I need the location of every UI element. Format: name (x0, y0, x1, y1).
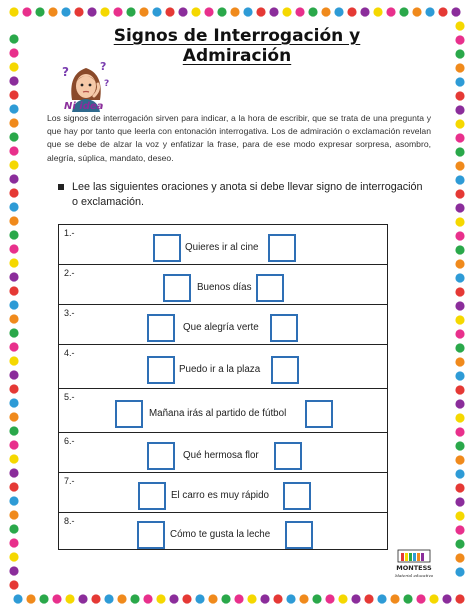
border-dot (9, 398, 18, 407)
sentence-text: Quieres ir al cine (185, 242, 259, 253)
border-dot (321, 7, 330, 16)
border-dot (165, 7, 174, 16)
border-dot (9, 566, 18, 575)
row-number: 3.- (64, 308, 75, 318)
border-dot (403, 594, 412, 603)
border-dot (455, 175, 464, 184)
sentence-text: Mañana irás al partido de fútbol (149, 408, 287, 419)
border-dot (425, 7, 434, 16)
table-row (59, 513, 387, 551)
border-dot (65, 594, 74, 603)
border-dot (351, 594, 360, 603)
logo-text: MONTESS (396, 564, 432, 572)
border-dot (269, 7, 278, 16)
border-dot (308, 7, 317, 16)
border-dot (9, 230, 18, 239)
table-row (59, 225, 387, 265)
answer-box-close[interactable] (285, 521, 313, 549)
border-dot (39, 594, 48, 603)
border-dot (9, 216, 18, 225)
answer-box-open[interactable] (147, 356, 175, 384)
border-dot (9, 328, 18, 337)
border-dot (104, 594, 113, 603)
border-dot (152, 7, 161, 16)
border-dot (455, 35, 464, 44)
border-dot (9, 202, 18, 211)
border-dot (334, 7, 343, 16)
border-dot (35, 7, 44, 16)
instruction-text: Lee las siguientes oraciones y anota si debe llevar signo de interrogación o exclamación. (72, 181, 423, 208)
border-dot (113, 7, 122, 16)
border-dot (455, 133, 464, 142)
border-dot (455, 105, 464, 114)
intro-paragraph: Los signos de interrogación sirven para indicar, a la hora de escribir, que se trata de una pregunta y que hay por tanto que leerla con entonación interrogativa. Los de admiración o exclamación revelan que se debe de alzar la voz y enfatizar la frase, para de ese modo expresar sorpresa, asombro, alegría, súplica, mandato, deseo. (47, 113, 431, 163)
border-dot (455, 483, 464, 492)
border-dot (169, 594, 178, 603)
border-dot (455, 594, 464, 603)
border-dot (429, 594, 438, 603)
logo-subtext: Material educativo (394, 573, 434, 578)
table-row (59, 305, 387, 345)
border-dot (9, 552, 18, 561)
border-dot (455, 469, 464, 478)
border-dot (74, 7, 83, 16)
border-dot (9, 468, 18, 477)
answer-box-open[interactable] (137, 521, 165, 549)
row-number: 4.- (64, 348, 75, 358)
answer-box-open[interactable] (147, 442, 175, 470)
border-dot (117, 594, 126, 603)
answer-box-close[interactable] (256, 274, 284, 302)
border-dot (234, 594, 243, 603)
border-dot (9, 76, 18, 85)
border-dot (191, 7, 200, 16)
border-dot (338, 594, 347, 603)
row-number: 7.- (64, 476, 75, 486)
border-dot (9, 174, 18, 183)
border-dot (364, 594, 373, 603)
border-dot (9, 482, 18, 491)
border-dot (273, 594, 282, 603)
border-dot (399, 7, 408, 16)
border-dot (455, 217, 464, 226)
border-dot (455, 385, 464, 394)
border-dot (130, 594, 139, 603)
border-dot (360, 7, 369, 16)
answer-box-open[interactable] (138, 482, 166, 510)
border-dot (9, 496, 18, 505)
border-dot (9, 118, 18, 127)
border-dot (455, 119, 464, 128)
border-dot (442, 594, 451, 603)
border-dot (126, 7, 135, 16)
border-dot (182, 594, 191, 603)
border-dot (455, 441, 464, 450)
border-dot (312, 594, 321, 603)
border-dot (9, 7, 18, 16)
border-dot (455, 21, 464, 30)
border-dot (260, 594, 269, 603)
border-dot (9, 62, 18, 71)
border-dot (87, 7, 96, 16)
border-dot (455, 413, 464, 422)
border-dot (455, 343, 464, 352)
border-dot (139, 7, 148, 16)
instruction (58, 180, 430, 210)
border-dot (9, 188, 18, 197)
sentence-text: El carro es muy rápido (171, 490, 270, 501)
border-dot (204, 7, 213, 16)
border-dot (61, 7, 70, 16)
table-row (59, 473, 387, 513)
border-dot (455, 77, 464, 86)
sentence-text: Que alegría verte (183, 322, 259, 333)
border-dot (455, 399, 464, 408)
border-dot (143, 594, 152, 603)
border-dot (451, 7, 460, 16)
row-number: 1.- (64, 228, 75, 238)
border-dot (9, 132, 18, 141)
row-number: 5.- (64, 392, 75, 402)
table-row (59, 265, 387, 305)
border-dot (295, 7, 304, 16)
border-dot (9, 244, 18, 253)
border-dot (9, 34, 18, 43)
border-dot (195, 594, 204, 603)
answer-box-close[interactable] (283, 482, 311, 510)
border-dot (455, 497, 464, 506)
border-dot (78, 594, 87, 603)
border-dot (9, 538, 18, 547)
table-row (59, 389, 387, 433)
border-dot (9, 286, 18, 295)
border-dot (9, 370, 18, 379)
border-dot (247, 594, 256, 603)
border-dot (325, 594, 334, 603)
svg-text:?: ? (100, 60, 107, 73)
border-dot (455, 525, 464, 534)
border-dot (22, 7, 31, 16)
border-dot (455, 567, 464, 576)
border-dot (455, 511, 464, 520)
border-dot (9, 510, 18, 519)
border-dot (286, 594, 295, 603)
border-dot (9, 258, 18, 267)
answer-box-open[interactable] (153, 234, 181, 262)
border-dot (9, 356, 18, 365)
sentence-text: Puedo ir a la plaza (179, 364, 261, 375)
answer-box-close[interactable] (268, 234, 296, 262)
border-dot (455, 287, 464, 296)
montessori-logo (392, 548, 436, 580)
border-dot (390, 594, 399, 603)
border-dot (455, 259, 464, 268)
row-number: 8.- (64, 516, 75, 526)
avatar-caption: Ni idea (64, 101, 104, 112)
border-dot (455, 245, 464, 254)
border-dot (9, 342, 18, 351)
border-dot (455, 301, 464, 310)
border-dot (9, 104, 18, 113)
border-dot (455, 371, 464, 380)
border-dot (455, 203, 464, 212)
border-dot (9, 90, 18, 99)
border-dot (455, 231, 464, 240)
border-dot (9, 412, 18, 421)
table-row (59, 433, 387, 473)
border-dot (243, 7, 252, 16)
border-dot (9, 272, 18, 281)
svg-text:?: ? (62, 65, 69, 79)
row-number: 6.- (64, 436, 75, 446)
sentence-text: Qué hermosa flor (183, 450, 259, 461)
border-dot (52, 594, 61, 603)
border-dot (455, 63, 464, 72)
border-dot (455, 161, 464, 170)
sentence-text: Cómo te gusta la leche (170, 529, 271, 540)
answer-box-open[interactable] (115, 400, 143, 428)
border-dot (48, 7, 57, 16)
border-dot (455, 315, 464, 324)
border-dot (156, 594, 165, 603)
border-dot (438, 7, 447, 16)
border-dot (9, 426, 18, 435)
border-dot (455, 539, 464, 548)
table-row (59, 345, 387, 389)
border-dot (9, 440, 18, 449)
border-dot (455, 553, 464, 562)
border-dot (9, 300, 18, 309)
border-dot (100, 7, 109, 16)
border-dot (221, 594, 230, 603)
answer-box-open[interactable] (147, 314, 175, 342)
border-dot (347, 7, 356, 16)
border-dot (386, 7, 395, 16)
exercise-table (58, 224, 388, 550)
border-dot (178, 7, 187, 16)
border-dot (416, 594, 425, 603)
border-dot (9, 454, 18, 463)
border-dot (455, 357, 464, 366)
border-dot (282, 7, 291, 16)
answer-box-close[interactable] (270, 314, 298, 342)
border-dot (256, 7, 265, 16)
border-dot (455, 91, 464, 100)
border-dot (377, 594, 386, 603)
answer-box-close[interactable] (274, 442, 302, 470)
border-dot (9, 384, 18, 393)
border-dot (9, 580, 18, 589)
border-dot (217, 7, 226, 16)
border-dot (373, 7, 382, 16)
answer-box-close[interactable] (305, 400, 333, 428)
border-dot (9, 48, 18, 57)
border-dot (455, 273, 464, 282)
row-number: 2.- (64, 268, 75, 278)
border-dot (455, 427, 464, 436)
border-dot (455, 455, 464, 464)
border-dot (91, 594, 100, 603)
border-dot (9, 160, 18, 169)
border-dot (9, 524, 18, 533)
border-dot (9, 314, 18, 323)
answer-box-close[interactable] (271, 356, 299, 384)
border-dot (13, 594, 22, 603)
page-title: Signos de Interrogación y Admiración (113, 26, 361, 66)
answer-box-open[interactable] (163, 274, 191, 302)
border-dot (455, 147, 464, 156)
border-dot (26, 594, 35, 603)
bullet-icon (58, 184, 64, 190)
border-dot (455, 329, 464, 338)
sentence-text: Buenos días (197, 282, 252, 293)
border-dot (299, 594, 308, 603)
border-dot (230, 7, 239, 16)
border-dot (9, 146, 18, 155)
svg-text:?: ? (104, 79, 110, 89)
border-dot (455, 49, 464, 58)
border-dot (208, 594, 217, 603)
border-dot (455, 189, 464, 198)
border-dot (412, 7, 421, 16)
